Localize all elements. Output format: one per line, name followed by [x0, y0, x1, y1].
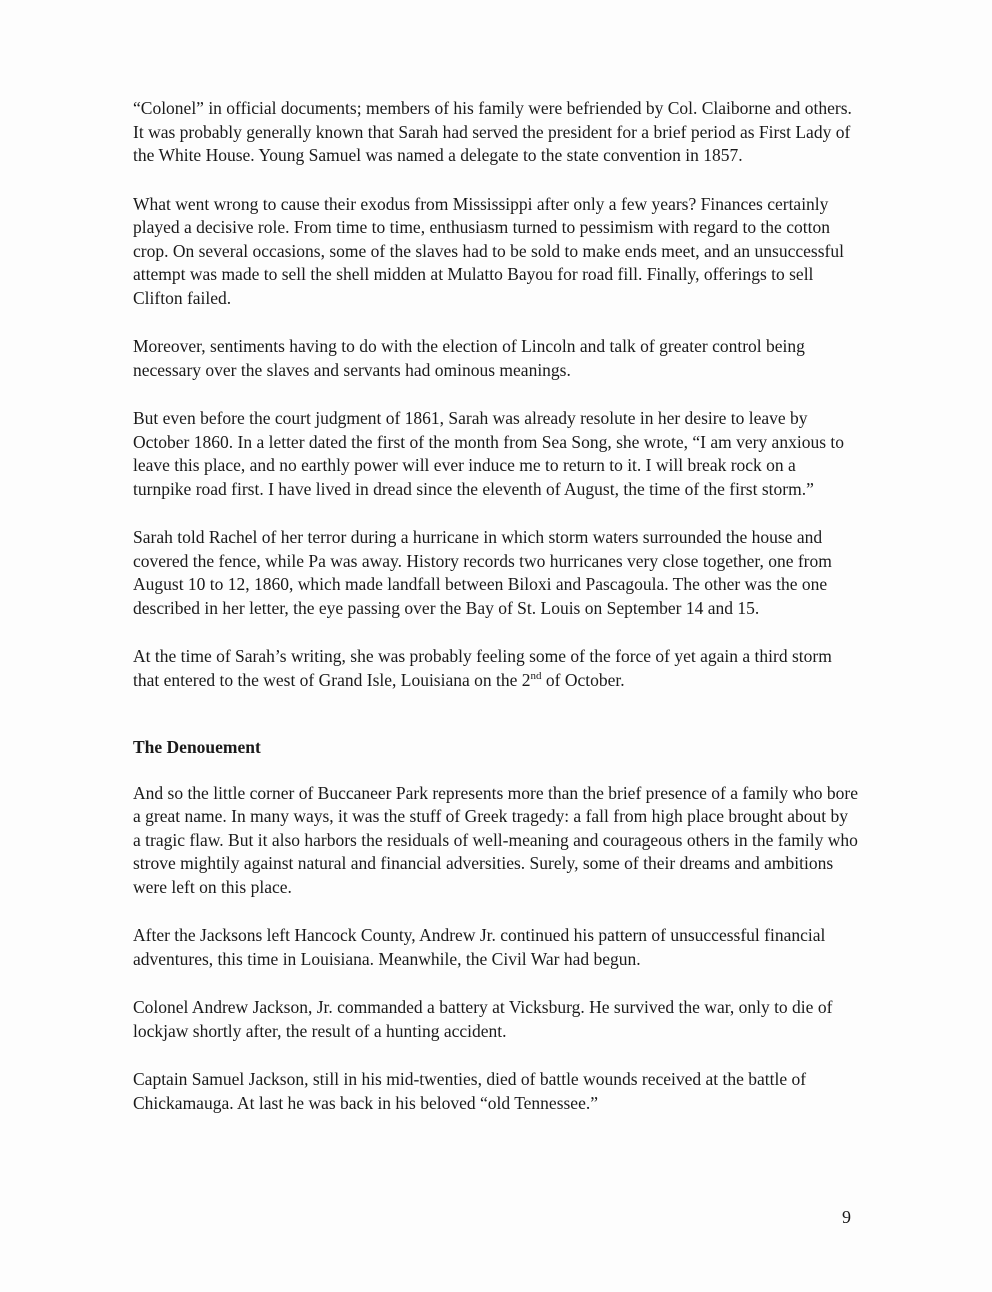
paragraph-colonel: “Colonel” in official documents; members of his family were befriended by Col. Claiborne and others. It was probably generally known that Sarah had served the president for a brief period as First Lady of the White House. Young Samuel was named a delegate to the state convention in 1857. — [133, 98, 852, 165]
section-heading: The Denouement — [133, 737, 261, 757]
page-number: 9 — [842, 1207, 851, 1227]
page-body — [133, 97, 858, 1140]
paragraph-third-storm — [133, 645, 858, 692]
ordinal-suffix: nd — [530, 669, 542, 682]
paragraph-buccaneer-park: And so the little corner of Buccaneer Park represents more than the brief presence of a family who bore a great name. In many ways, it was the stuff of Greek tragedy: a fall from high place brought about by a tragic flaw. But it also harbors the residuals of well-meaning and courageous others in the family who strove mightily against natural and financial adversities. Surely, some of their dreams and ambitions were left on this place. — [133, 782, 858, 897]
paragraph-exodus: What went wrong to cause their exodus from Mississippi after only a few years? Finances certainly played a decisive role. From time to time, enthusiasm turned to pessimism with regard to the cotton crop. On several occasions, some of the slaves had to be sold to make ends meet, and an unsuccessful attempt was made to sell the shell midden at Mulatto Bayou for road fill. Finally, offerings to sell Clifton failed. — [133, 193, 844, 308]
third-storm-text: At the time of Sarah’s writing, she was probably feeling some of the force of yet again a third storm that entered to the west of Grand Isle, Louisiana on the 2 — [133, 646, 832, 690]
paragraph-chickamauga: Captain Samuel Jackson, still in his mid-twenties, died of battle wounds received at the battle of Chickamauga. At last he was back in his beloved “old Tennessee.” — [133, 1069, 807, 1113]
paragraph-sarah-letter: But even before the court judgment of 1861, Sarah was already resolute in her desire to leave by October 1860. In a letter dated the first of the month from Sea Song, she wrote, “I am very anxious to leave this place, and no earthly power will ever induce me to return to it. I will break rock on a turnpike road first. I have lived in dread since the eleventh of August, the time of the first storm.” — [133, 408, 844, 499]
paragraph-vicksburg: Colonel Andrew Jackson, Jr. commanded a battery at Vicksburg. He survived the war, only to die of lockjaw shortly after, the result of a hunting accident. — [133, 997, 833, 1041]
paragraph-hurricanes: Sarah told Rachel of her terror during a hurricane in which storm waters surrounded the house and covered the fence, while Pa was away. History records two hurricanes very close together, one from August 10 to 12, 1860, which made landfall between Biloxi and Pascagoula. The other was the one described in her letter, the eye passing over the Bay of St. Louis on September 14 and 15. — [133, 527, 832, 618]
paragraph-hancock-county: After the Jacksons left Hancock County, Andrew Jr. continued his pattern of unsuccessful financial adventures, this time in Louisiana. Meanwhile, the Civil War had begun. — [133, 925, 826, 969]
paragraph-lincoln: Moreover, sentiments having to do with the election of Lincoln and talk of greater control being necessary over the slaves and servants had ominous meanings. — [133, 336, 805, 380]
third-storm-text-end: of October. — [541, 669, 625, 690]
